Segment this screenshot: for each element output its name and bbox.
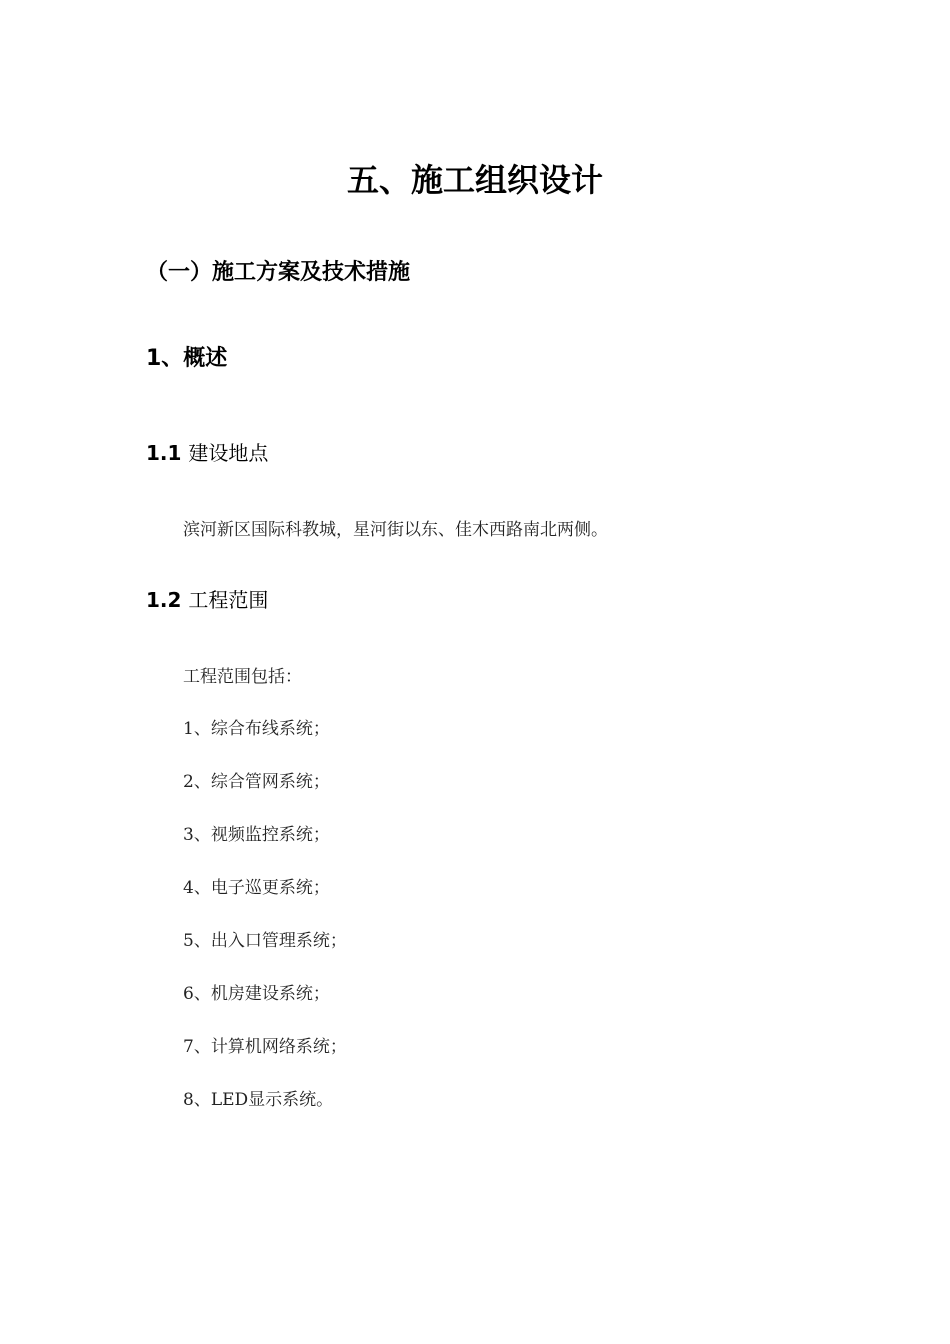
list-item: 6、机房建设系统； (183, 984, 330, 1004)
scope-list (183, 716, 347, 1140)
list-item: 1、综合布线系统； (183, 719, 330, 739)
section-heading: （一）施工方案及技术措施 (146, 260, 411, 285)
scope-intro: 工程范围包括： (183, 667, 302, 687)
subheading-label: 工程范围 (188, 588, 269, 612)
list-item: 3、视频监控系统； (183, 825, 330, 845)
subheading-label: 建设地点 (188, 441, 269, 465)
subheading-number: 1.2 (146, 588, 182, 612)
subheading-number: 1.1 (146, 441, 182, 465)
list-item: 7、计算机网络系统； (183, 1037, 347, 1057)
subheading-location (146, 438, 268, 468)
chapter-heading: 1、概述 (146, 346, 228, 371)
document-title: 五、施工组织设计 (346, 161, 603, 199)
list-item: 2、综合管网系统； (183, 772, 330, 792)
list-item: 5、出入口管理系统； (183, 931, 347, 951)
subheading-scope (146, 585, 268, 615)
list-item: 8、LED显示系统。 (183, 1090, 334, 1110)
location-paragraph: 滨河新区国际科教城，星河街以东、佳木西路南北两侧。 (183, 520, 608, 540)
list-item: 4、电子巡更系统； (183, 878, 330, 898)
